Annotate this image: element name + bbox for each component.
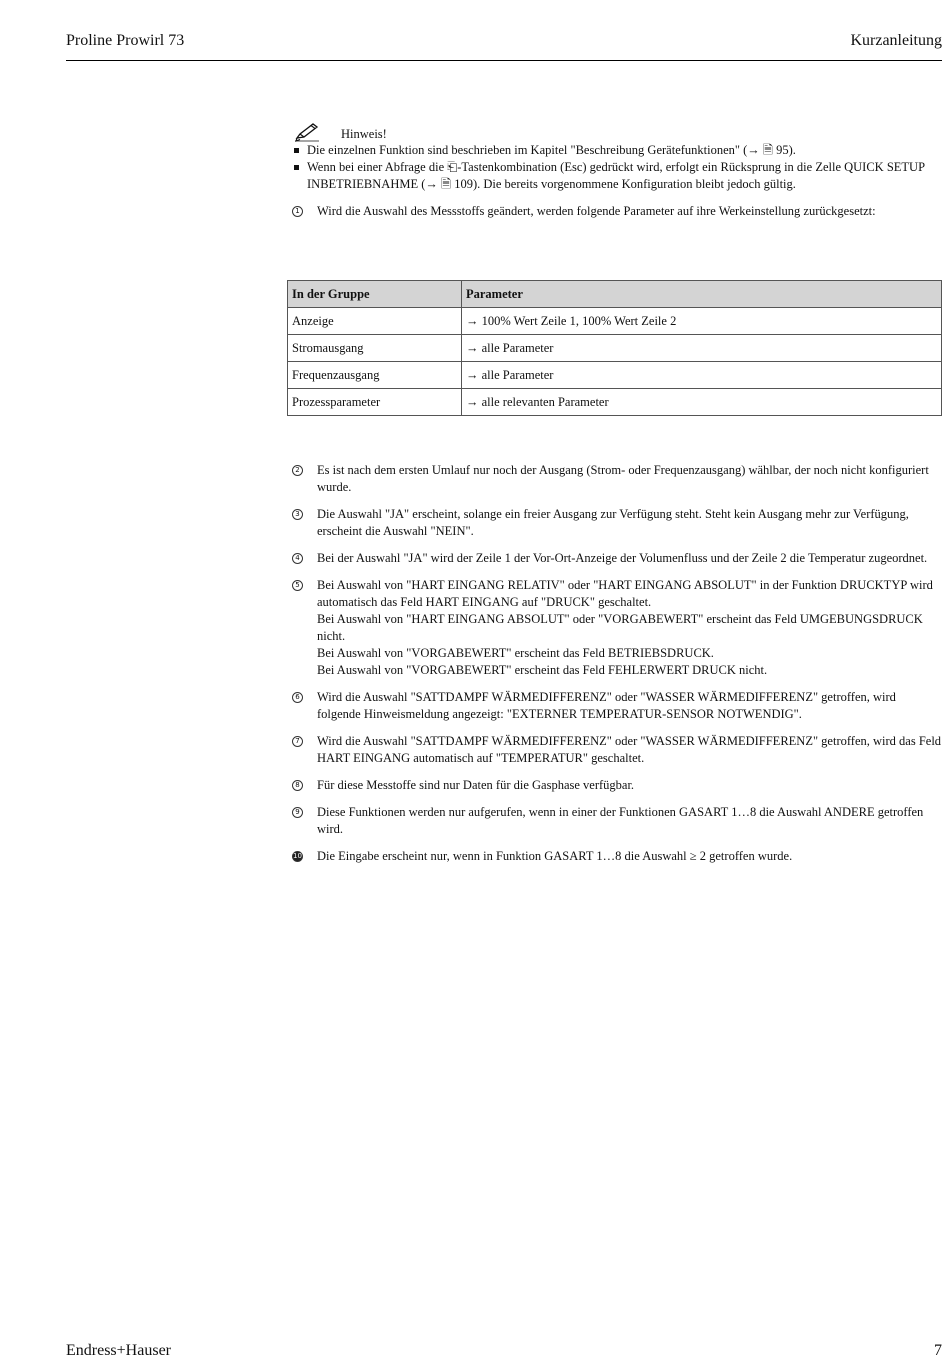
table-row (288, 335, 942, 362)
intro-note (292, 203, 942, 230)
footnote-1 (292, 203, 942, 220)
footnote-text: Bei der Auswahl "JA" wird der Zeile 1 der Vor-Ort-Anzeige der Volumenfluss und der Zeile 2 die Temperatur zugeordnet. (317, 551, 928, 565)
footnote-9 (292, 804, 942, 838)
footnote-6 (292, 689, 942, 723)
footnote-8 (292, 777, 942, 794)
note-bullet: Wenn bei einer Abfrage die ⎗-Tastenkombination (Esc) gedrückt wird, erfolgt ein Rücksprung in die Zelle QUICK SETUP INBETRIEBNAHME (→ 🗎 109). Die bereits vorgenommene Konfiguration bleibt jedoch gültig. (292, 159, 942, 193)
table-cell-parameter: → alle Parameter (462, 335, 942, 362)
footnote-text: Bei Auswahl von "VORGABEWERT" erscheint das Feld BETRIEBSDRUCK. (317, 646, 714, 660)
table-cell-group: Prozessparameter (288, 389, 462, 416)
footnote-text: Die Eingabe erscheint nur, wenn in Funktion GASART 1…8 die Auswahl ≥ 2 getroffen wurde. (317, 849, 793, 863)
footnote-5 (292, 577, 942, 679)
footnote-text: Wird die Auswahl des Messstoffs geändert, werden folgende Parameter auf ihre Werkeinstellung zurückgesetzt: (317, 204, 876, 218)
header-rule (66, 60, 942, 61)
footnote-text: Die Auswahl "JA" erscheint, solange ein freier Ausgang zur Verfügung steht. Steht kein Ausgang mehr zur Verfügung, erscheint die Auswahl "NEIN". (317, 507, 909, 538)
reset-parameter-table (287, 280, 942, 416)
note-heading (292, 124, 942, 142)
footer-company: Endress+Hauser (66, 1342, 171, 1359)
footnote-marker: 6 (292, 692, 303, 703)
note-title: Hinweis! (341, 127, 387, 141)
footnote-marker: 9 (292, 807, 303, 818)
table-cell-group: Stromausgang (288, 335, 462, 362)
footnote-4 (292, 550, 942, 567)
footnote-marker: 2 (292, 465, 303, 476)
header-document-type: Kurzanleitung (850, 32, 942, 49)
header-product-name: Proline Prowirl 73 (66, 32, 185, 49)
footnote-text: Für diese Messtoffe sind nur Daten für die Gasphase verfügbar. (317, 778, 635, 792)
footnote-marker: 4 (292, 553, 303, 564)
footnote-text: Es ist nach dem ersten Umlauf nur noch der Ausgang (Strom- oder Frequenzausgang) wählbar, der noch nicht konfiguriert wurde. (317, 463, 929, 494)
table-cell-group: Frequenzausgang (288, 362, 462, 389)
footnote-2 (292, 462, 942, 496)
table-cell-parameter: → 100% Wert Zeile 1, 100% Wert Zeile 2 (462, 308, 942, 335)
footnote-marker: 3 (292, 509, 303, 520)
footnote-marker: 5 (292, 580, 303, 591)
note-bullet: Die einzelnen Funktion sind beschrieben im Kapitel "Beschreibung Gerätefunktionen" (→ 🗎 95). (292, 142, 942, 159)
page-number: 7 (934, 1342, 942, 1359)
note-box (292, 124, 942, 193)
footnote-10 (292, 848, 942, 865)
table-cell-parameter: → alle relevanten Parameter (462, 389, 942, 416)
table-cell-group: Anzeige (288, 308, 462, 335)
footnote-list (292, 462, 942, 875)
footnote-marker: 7 (292, 736, 303, 747)
footnote-text: Wird die Auswahl "SATTDAMPF WÄRMEDIFFERENZ" oder "WASSER WÄRMEDIFFERENZ" getroffen, wird das Feld HART EINGANG automatisch auf "TEMPERATUR" geschaltet. (317, 734, 942, 765)
table-row (288, 362, 942, 389)
column-header-parameter: Parameter (462, 281, 942, 308)
footnote-3 (292, 506, 942, 540)
footnote-marker: 1 (292, 206, 303, 217)
footnote-marker: 8 (292, 780, 303, 791)
column-header-group: In der Gruppe (288, 281, 462, 308)
table-cell-parameter: → alle Parameter (462, 362, 942, 389)
pencil-icon (294, 122, 320, 142)
footnote-text: Bei Auswahl von "VORGABEWERT" erscheint das Feld FEHLERWERT DRUCK nicht. (317, 663, 768, 677)
footnote-text: Diese Funktionen werden nur aufgerufen, wenn in einer der Funktionen GASART 1…8 die Auswahl ANDERE getroffen wird. (317, 805, 924, 836)
footnote-text: Bei Auswahl von "HART EINGANG RELATIV" oder "HART EINGANG ABSOLUT" in der Funktion DRUCKTYP wird automatisch das Feld HART EINGANG auf "DRUCK" geschaltet. (317, 578, 933, 609)
footnote-marker: 10 (293, 852, 302, 860)
footnote-text: Wird die Auswahl "SATTDAMPF WÄRMEDIFFERENZ" oder "WASSER WÄRMEDIFFERENZ" getroffen, wird folgende Hinweismeldung angezeigt: "EXTERNER TEMPERATUR-SENSOR NOTWENDIG". (317, 690, 896, 721)
note-bullet-list (292, 142, 942, 193)
table-row (288, 308, 942, 335)
footnote-7 (292, 733, 942, 767)
footnote-text: Bei Auswahl von "HART EINGANG ABSOLUT" oder "VORGABEWERT" erscheint das Feld UMGEBUNGSDRUCK nicht. (317, 612, 923, 643)
table-header-row (288, 281, 942, 308)
table-row (288, 389, 942, 416)
